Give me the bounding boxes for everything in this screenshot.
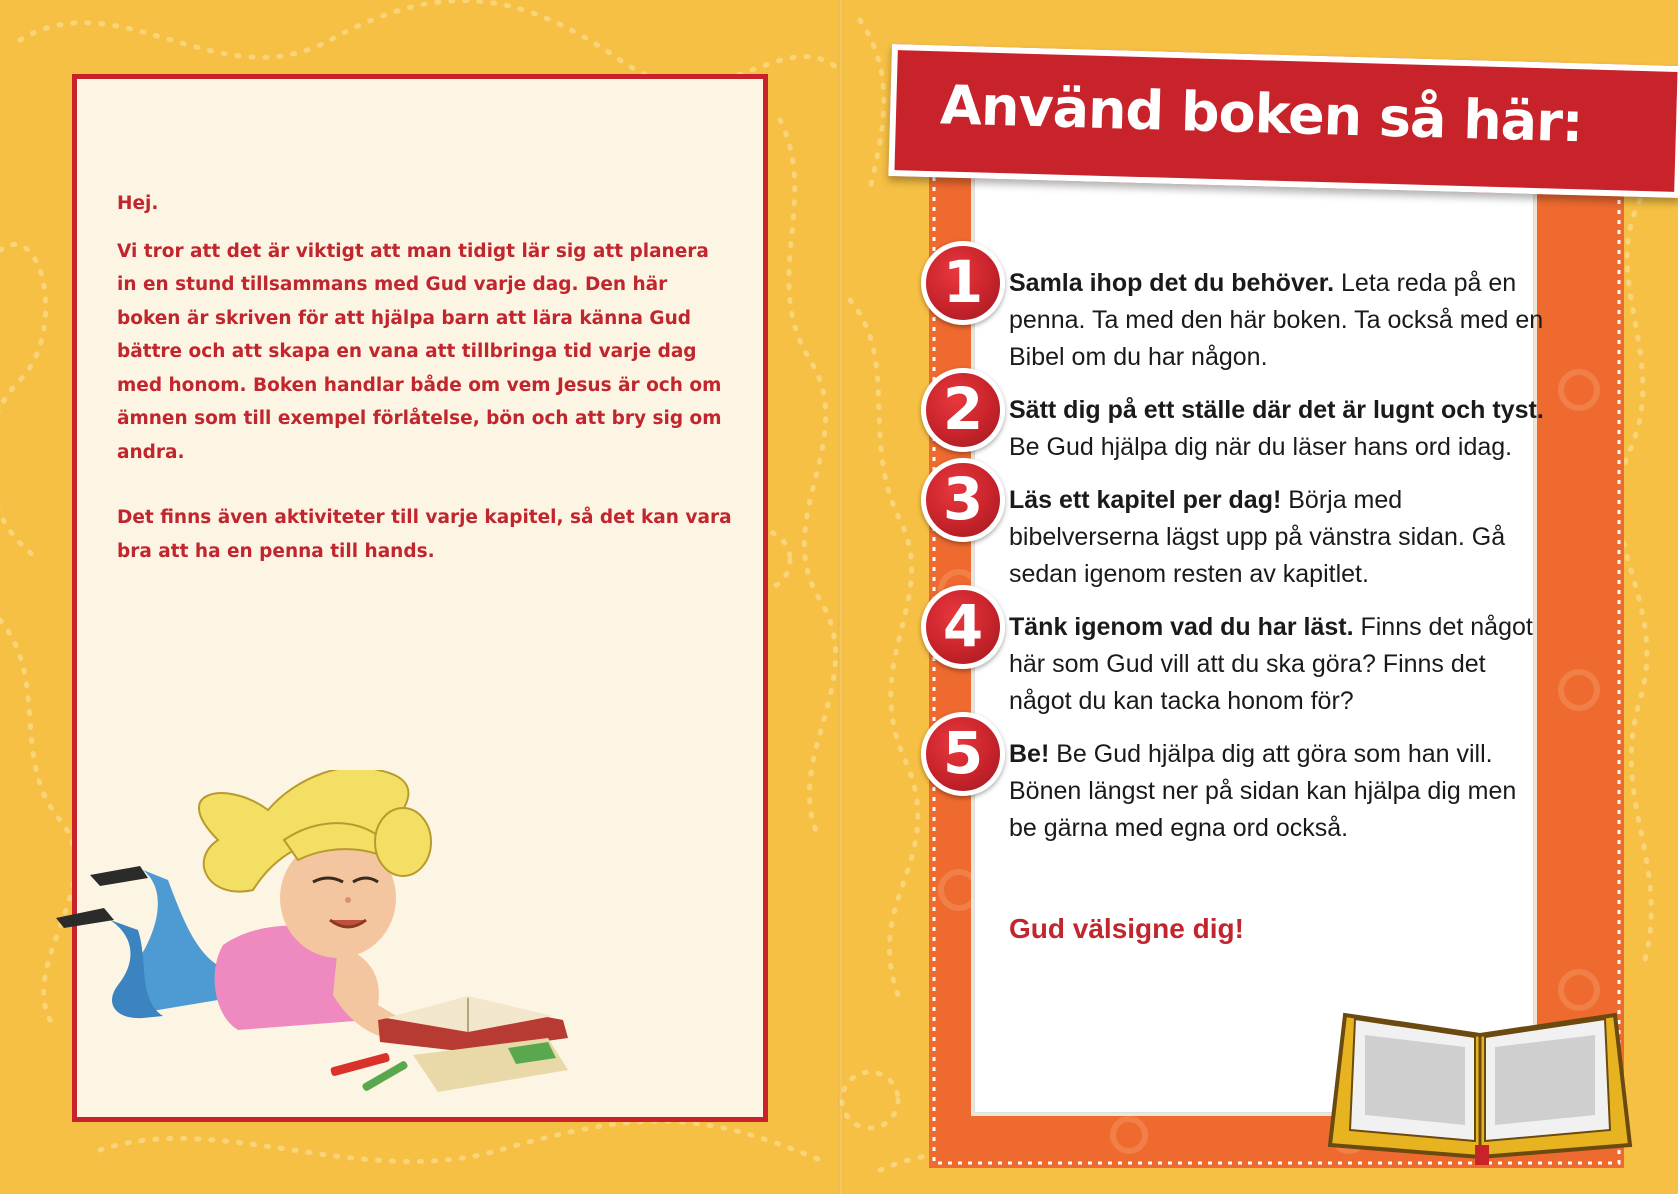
step-heading: Tänk igenom vad du har läst. <box>1009 613 1354 641</box>
step-4 <box>942 592 1549 720</box>
step-heading: Läs ett kapitel per dag! <box>1009 486 1282 514</box>
step-text <box>1009 265 1549 376</box>
title-banner <box>888 44 1678 198</box>
letter-paragraph-intro: Vi tror att det är viktigt att man tidigt lär sig att planera in en stund tillsammans med Gud varje dag. Den här boken är skriven för att hjälpa barn att lära känna Gud bättre och att skapa en vana att tillbringa tid varje dag med honom. Boken handlar både om vem Jesus är och om ämnen som till exempel förlåtelse, bön och att bry sig om andra. <box>117 240 722 463</box>
step-number-badge: 2 <box>921 368 1005 452</box>
step-1 <box>942 248 1549 376</box>
step-number-badge: 3 <box>921 458 1005 542</box>
step-number-badge: 1 <box>921 241 1005 325</box>
steps-list <box>942 248 1549 863</box>
step-body: Leta reda på en penna. Ta med den här boken. Ta också med en Bibel om du har någon. <box>1009 269 1544 371</box>
step-text <box>1009 736 1549 847</box>
step-heading: Be! <box>1009 740 1050 768</box>
step-body: Börja med bibelverserna lägst upp på vänstra sidan. Gå sedan igenom resten av kapitlet. <box>1009 486 1506 588</box>
step-body: Be Gud hjälpa dig när du läser hans ord idag. <box>1009 433 1513 461</box>
step-text <box>1009 392 1549 466</box>
letter-paragraph-activities: Det finns även aktiviteter till varje kapitel, så det kan vara bra att ha en penna till hands. <box>117 507 732 562</box>
step-number-badge: 4 <box>921 585 1005 669</box>
step-text <box>1009 609 1549 720</box>
page-gutter <box>838 0 844 1194</box>
step-2 <box>942 375 1549 466</box>
open-bible-illustration <box>1325 995 1635 1165</box>
closing-blessing: Gud välsigne dig! <box>1009 913 1244 944</box>
letter-text <box>117 187 732 568</box>
step-text <box>1009 482 1549 593</box>
step-number-badge: 5 <box>921 712 1005 796</box>
letter-greeting: Hej. <box>117 193 159 214</box>
step-3 <box>942 465 1549 593</box>
step-body: Be Gud hjälpa dig att göra som han vill. Bönen längst ner på sidan kan hjälpa dig men be gärna med egna ord också. <box>1009 740 1517 842</box>
step-body: Finns det något här som Gud vill att du ska göra? Finns det något du kan tacka honom för? <box>1009 613 1533 715</box>
step-heading: Samla ihop det du behöver. <box>1009 269 1335 297</box>
step-heading: Sätt dig på ett ställe där det är lugnt och tyst. <box>1009 396 1544 424</box>
page-title: Använd boken så här: <box>939 73 1584 155</box>
step-5 <box>942 719 1549 847</box>
girl-reading-illustration <box>48 770 568 1140</box>
